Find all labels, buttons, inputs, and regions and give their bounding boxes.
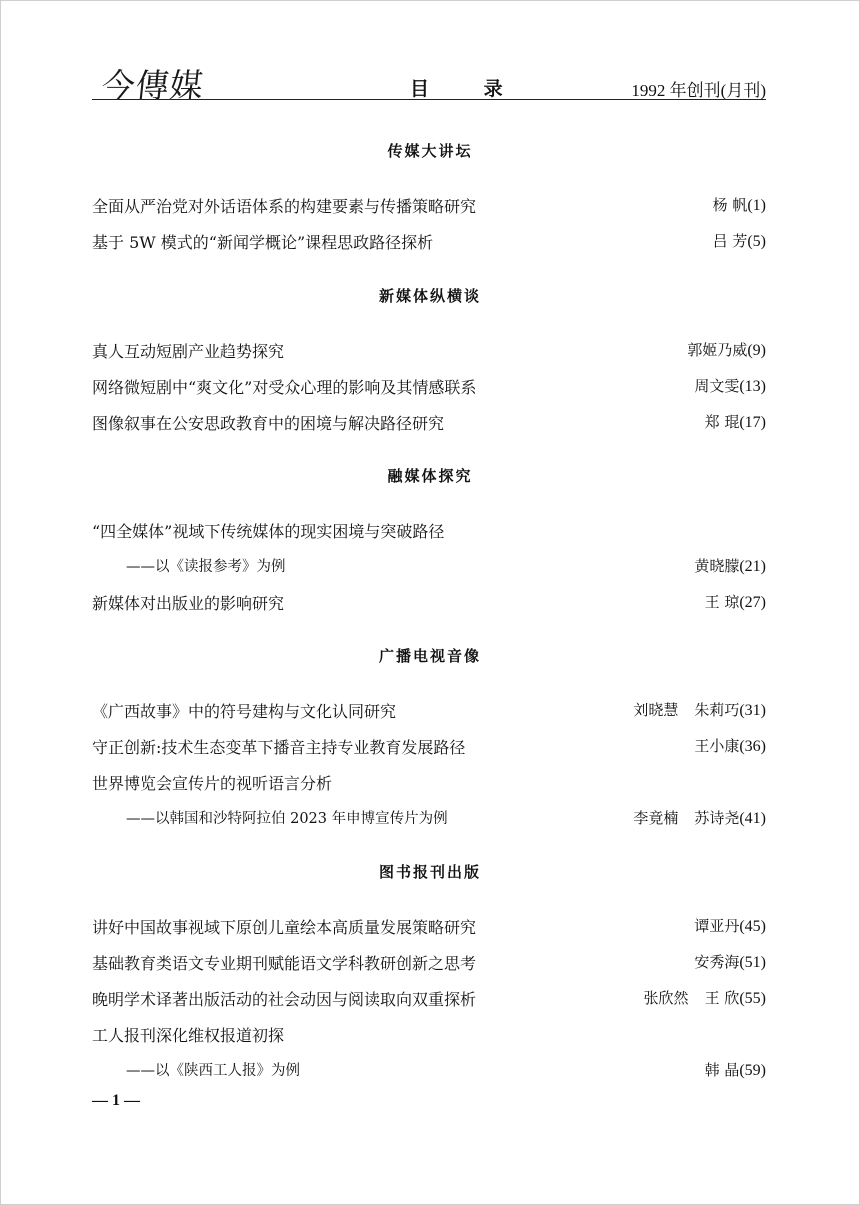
toc-title: 目 录 bbox=[410, 78, 527, 100]
toc-entry[interactable] bbox=[92, 987, 766, 1011]
entry-author: 朱莉巧 bbox=[694, 701, 740, 719]
section-heading: 新媒体纵横谈 bbox=[378, 287, 481, 305]
masthead bbox=[92, 56, 766, 105]
entry-page: (31) bbox=[739, 702, 766, 719]
entry-author: 杨 帆 bbox=[712, 196, 748, 214]
entry-author: 王小康 bbox=[694, 737, 740, 755]
toc-entry[interactable] bbox=[92, 951, 766, 975]
entry-coauthor: 张欣然 bbox=[643, 989, 689, 1007]
page-number: — 1 — bbox=[92, 1092, 140, 1109]
entry-page: (45) bbox=[739, 918, 766, 935]
entry-page: (55) bbox=[739, 990, 766, 1007]
toc-entry[interactable] bbox=[92, 519, 766, 543]
entry-page: (13) bbox=[739, 378, 766, 395]
entry-title: 晚明学术译著出版活动的社会动因与阅读取向双重探析 bbox=[92, 990, 477, 1009]
entry-title: 工人报刊深化维权报道初探 bbox=[92, 1026, 285, 1045]
toc-entry[interactable] bbox=[92, 339, 766, 363]
entry-title: 真人互动短剧产业趋势探究 bbox=[92, 342, 285, 361]
entry-title: 守正创新:技术生态变革下播音主持专业教育发展路径 bbox=[92, 738, 466, 757]
entry-page: (27) bbox=[739, 594, 766, 611]
entry-author: 王 琼 bbox=[704, 593, 740, 611]
entry-page: (41) bbox=[739, 810, 766, 827]
toc-entry[interactable] bbox=[92, 375, 766, 399]
entry-author: 吕 芳 bbox=[712, 232, 748, 250]
toc-entry[interactable] bbox=[92, 230, 766, 254]
section-heading: 广播电视音像 bbox=[378, 647, 481, 665]
journal-logo: 今傳媒 bbox=[99, 66, 206, 105]
section-heading: 图书报刊出版 bbox=[378, 863, 481, 881]
entry-page: (59) bbox=[739, 1062, 766, 1079]
entry-subtitle: ——以《读报参考》为例 bbox=[126, 559, 286, 575]
entry-author: 黄晓朦 bbox=[694, 557, 740, 575]
entry-page: (9) bbox=[747, 342, 766, 359]
entry-title: 《广西故事》中的符号建构与文化认同研究 bbox=[92, 702, 397, 721]
entry-title: 全面从严治党对外话语体系的构建要素与传播策略研究 bbox=[92, 197, 477, 216]
entry-page: (5) bbox=[747, 233, 766, 250]
entry-title: 新媒体对出版业的影响研究 bbox=[92, 594, 285, 613]
founded-note: 1992 年创刊(月刊) bbox=[631, 81, 766, 100]
entry-title: 图像叙事在公安思政教育中的困境与解决路径研究 bbox=[92, 414, 445, 433]
entry-author: 谭亚丹 bbox=[694, 917, 740, 935]
entry-author: 郑 琨 bbox=[704, 413, 740, 431]
entry-subtitle: ——以韩国和沙特阿拉伯 2023 年申博宣传片为例 bbox=[126, 811, 448, 827]
entry-subtitle: ——以《陕西工人报》为例 bbox=[126, 1063, 300, 1079]
toc-entry[interactable] bbox=[92, 194, 766, 218]
entry-page: (21) bbox=[739, 558, 766, 575]
entry-title: 世界博览会宣传片的视听语言分析 bbox=[92, 774, 333, 793]
entry-title: “四全媒体”视域下传统媒体的现实困境与突破路径 bbox=[92, 522, 445, 541]
entry-coauthor: 刘晓慧 bbox=[633, 701, 679, 719]
header-rule bbox=[92, 99, 766, 100]
toc-entry[interactable] bbox=[92, 915, 766, 939]
entry-page: (51) bbox=[739, 954, 766, 971]
toc-entry[interactable] bbox=[92, 735, 766, 759]
toc-entry[interactable] bbox=[92, 1023, 766, 1047]
entry-author: 韩 晶 bbox=[704, 1061, 740, 1079]
section-heading: 传媒大讲坛 bbox=[387, 142, 473, 160]
toc-entry-subtitle[interactable] bbox=[92, 1059, 766, 1083]
toc-entry-subtitle[interactable] bbox=[92, 555, 766, 579]
toc-entry-subtitle[interactable] bbox=[92, 807, 766, 831]
toc-entry[interactable] bbox=[92, 591, 766, 615]
entry-author: 安秀海 bbox=[694, 953, 740, 971]
toc-entry[interactable] bbox=[92, 771, 766, 795]
toc-entry[interactable] bbox=[92, 699, 766, 723]
entry-page: (17) bbox=[739, 414, 766, 431]
entry-title: 基于 5W 模式的“新闻学概论”课程思政路径探析 bbox=[92, 233, 434, 252]
toc-entry[interactable] bbox=[92, 411, 766, 435]
entry-title: 网络微短剧中“爽文化”对受众心理的影响及其情感联系 bbox=[92, 378, 477, 397]
entry-author: 郭姬乃威 bbox=[687, 341, 748, 359]
entry-page: (36) bbox=[739, 738, 766, 755]
entry-author: 王 欣 bbox=[704, 989, 740, 1007]
entry-coauthor: 李竟楠 bbox=[633, 809, 679, 827]
entry-title: 讲好中国故事视域下原创儿童绘本高质量发展策略研究 bbox=[92, 918, 477, 937]
entry-author: 苏诗尧 bbox=[694, 809, 740, 827]
entry-page: (1) bbox=[747, 197, 766, 214]
entry-author: 周文雯 bbox=[694, 377, 740, 395]
section-heading: 融媒体探究 bbox=[387, 467, 473, 485]
entry-title: 基础教育类语文专业期刊赋能语文学科教研创新之思考 bbox=[92, 954, 477, 973]
